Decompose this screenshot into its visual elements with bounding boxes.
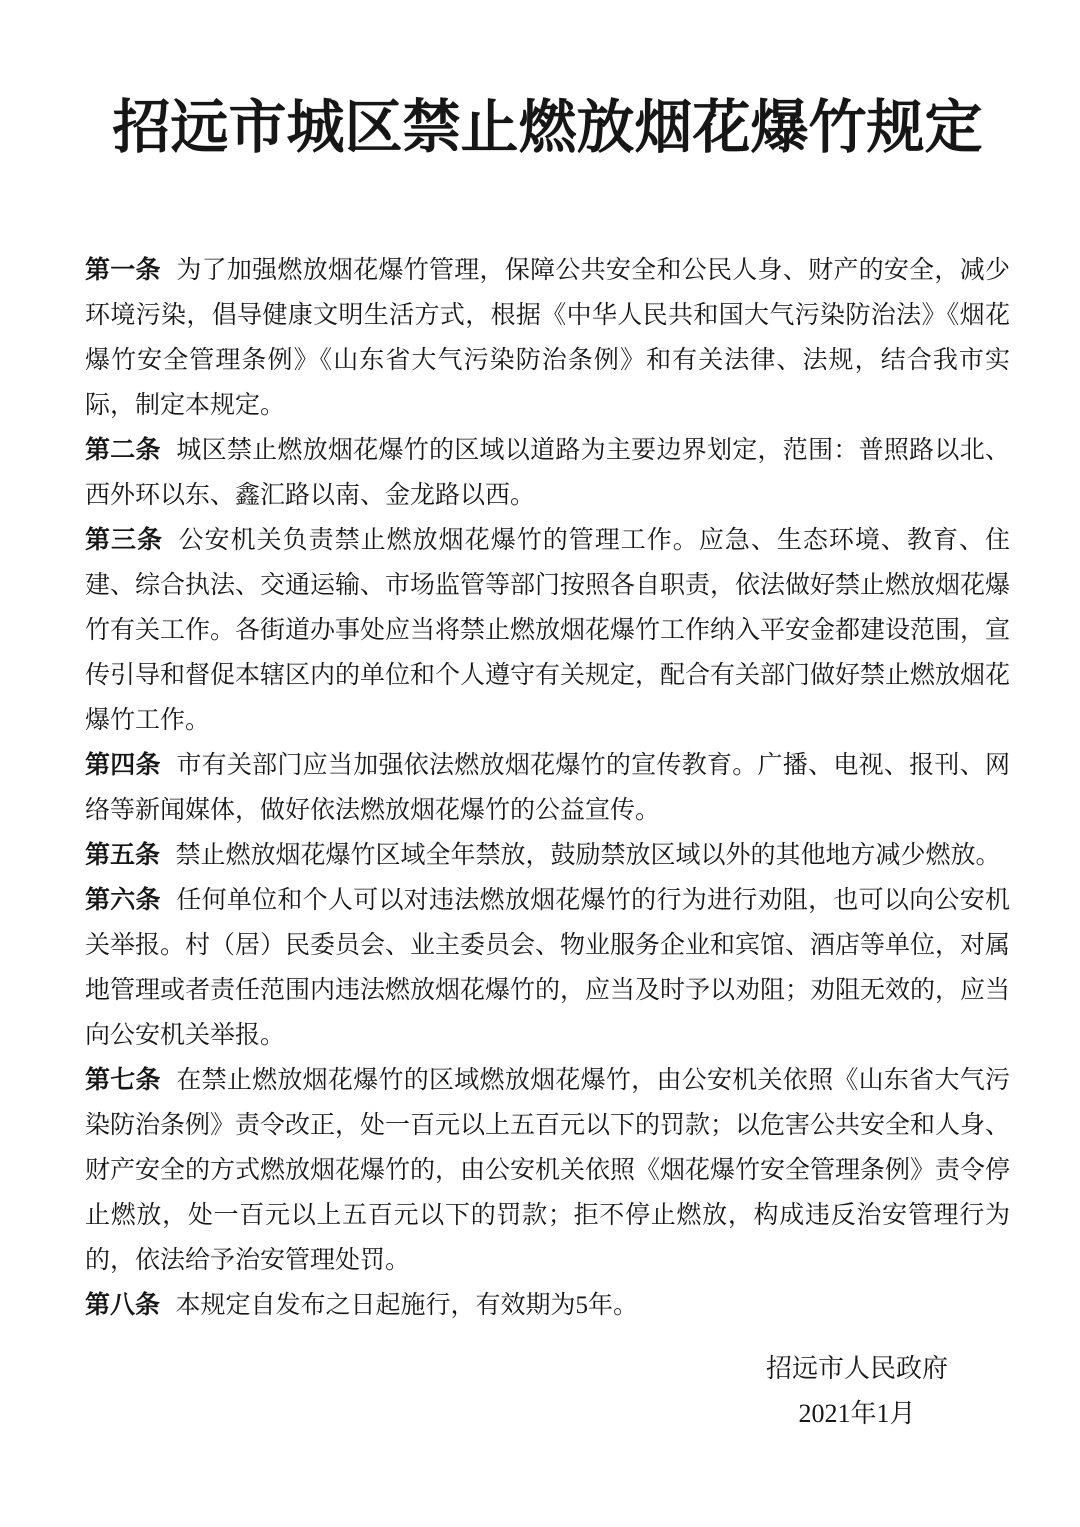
article-3-label: 第三条 xyxy=(85,526,164,554)
article-3-text: 公安机关负责禁止燃放烟花爆竹的管理工作。应急、生态环境、教育、住建、综合执法、交通运输、市场监管等部门按照各自职责，依法做好禁止燃放烟花爆竹有关工作。各街道办事处应当将禁止燃放烟花爆竹工作纳入平安金都建设范围，宣传引导和督促本辖区内的单位和个人遵守有关规定，配合有关部门做好禁止燃放烟花爆竹工作。 xyxy=(85,526,1011,734)
article-6 xyxy=(85,878,1010,1058)
signature-issuer: 招远市人民政府 xyxy=(765,1353,948,1383)
article-7-label: 第七条 xyxy=(85,1066,161,1094)
article-4-text: 市有关部门应当加强依法燃放烟花爆竹的宣传教育。广播、电视、报刊、网络等新闻媒体，做好依法燃放烟花爆竹的公益宣传。 xyxy=(85,751,1010,824)
article-8 xyxy=(85,1283,1010,1328)
article-7-text: 在禁止燃放烟花爆竹的区域燃放烟花爆竹，由公安机关依照《山东省大气污染防治条例》责令改正，处一百元以上五百元以下的罚款；以危害公共安全和人身、财产安全的方式燃放烟花爆竹的，由公安机关依照《烟花爆竹安全管理条例》责令停止燃放，处一百元以上五百元以下的罚款；拒不停止燃放，构成违反治安管理行为的，依法给予治安管理处罚。 xyxy=(85,1066,1011,1274)
article-2-label: 第二条 xyxy=(85,436,161,464)
signature-inner xyxy=(766,1346,948,1436)
article-6-label: 第六条 xyxy=(85,886,161,914)
article-5-text: 禁止燃放烟花爆竹区域全年禁放，鼓励禁放区域以外的其他地方减少燃放。 xyxy=(175,841,1001,869)
signature-date: 2021年1月 xyxy=(798,1398,916,1428)
document-body xyxy=(85,248,1010,1328)
article-3 xyxy=(85,518,1010,743)
article-8-text: 本规定自发布之日起施行，有效期为5年。 xyxy=(175,1291,639,1319)
article-8-label: 第八条 xyxy=(85,1291,161,1319)
article-2 xyxy=(85,428,1010,518)
article-1-label: 第一条 xyxy=(85,256,161,284)
signature-block xyxy=(85,1346,1010,1436)
article-2-text: 城区禁止燃放烟花爆竹的区域以道路为主要边界划定，范围：普照路以北、西外环以东、鑫汇路以南、金龙路以西。 xyxy=(85,436,1010,509)
article-4 xyxy=(85,743,1010,833)
document-title: 招远市城区禁止燃放烟花爆竹规定 xyxy=(112,95,983,160)
article-1 xyxy=(85,248,1010,428)
article-7 xyxy=(85,1058,1010,1283)
article-6-text: 任何单位和个人可以对违法燃放烟花爆竹的行为进行劝阻，也可以向公安机关举报。村（居）民委员会、业主委员会、物业服务企业和宾馆、酒店等单位，对属地管理或者责任范围内违法燃放烟花爆竹的，应当及时予以劝阻；劝阻无效的，应当向公安机关举报。 xyxy=(85,886,1011,1049)
article-5 xyxy=(85,833,1010,878)
article-4-label: 第四条 xyxy=(85,751,161,779)
article-1-text: 为了加强燃放烟花爆竹管理，保障公共安全和公民人身、财产的安全，减少环境污染，倡导健康文明生活方式，根据《中华人民共和国大气污染防治法》《烟花爆竹安全管理条例》《山东省大气污染防治条例》和有关法律、法规，结合我市实际，制定本规定。 xyxy=(85,256,1010,419)
article-5-label: 第五条 xyxy=(85,841,161,869)
